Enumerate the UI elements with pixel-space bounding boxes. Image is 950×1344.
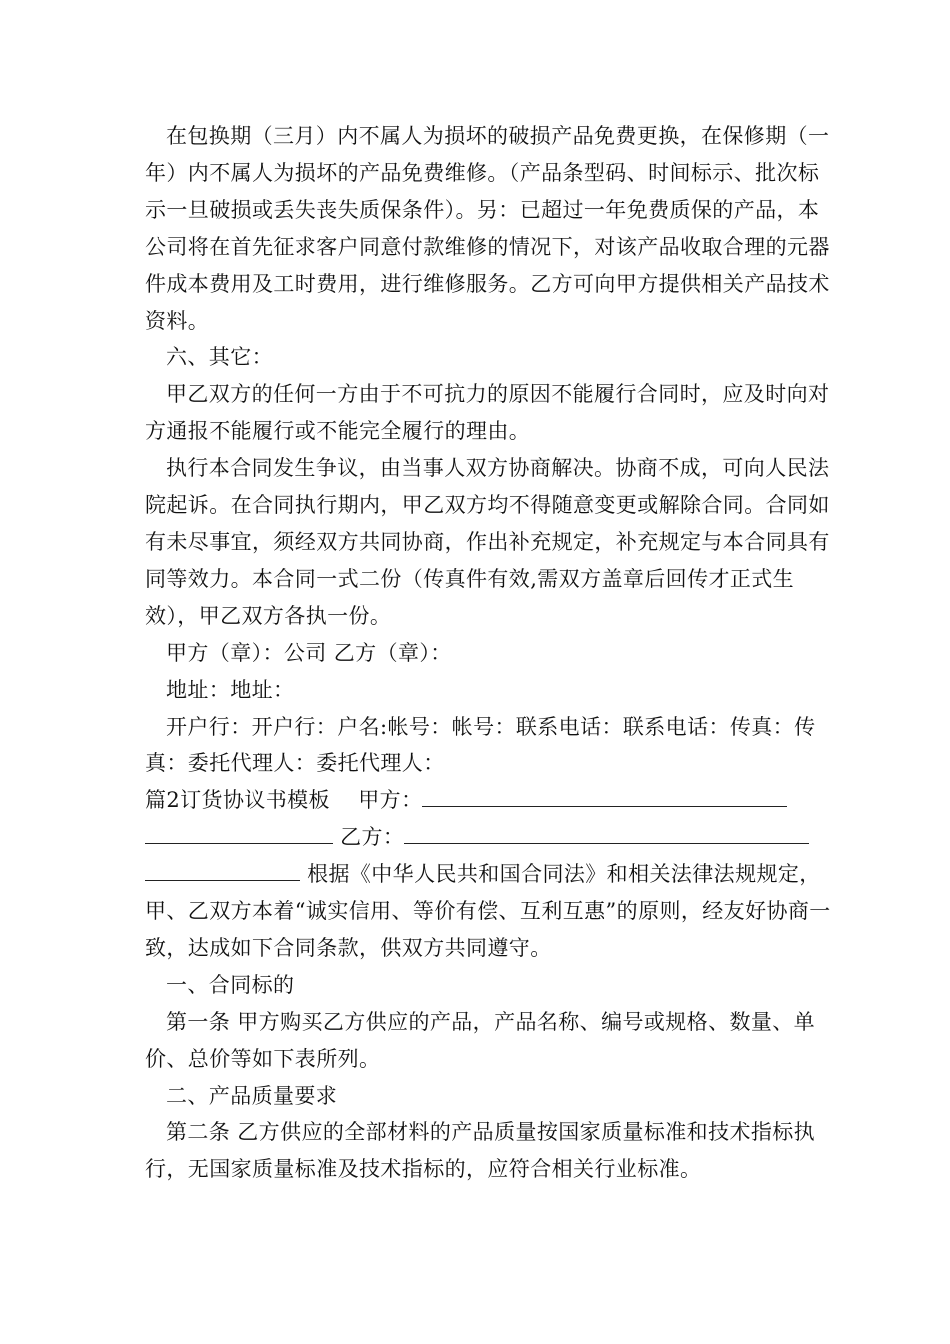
party-a-blank-continued (145, 821, 333, 844)
dispute-paragraph: 执行本合同发生争议，由当事人双方协商解决。协商不成，可向人民法院起诉。在合同执行期内，甲乙双方均不得随意变更或解除合同。合同如有未尽事宜，须经双方共同协商，作出补充规定，补充规定与本合同具有同等效力。本合同一式二份（传真件有效,需双方盖章后回传才正式生效），甲乙双方各执一份。 (145, 456, 830, 628)
section-heading-quality: 二、产品质量要求 (166, 1083, 338, 1108)
template-header-block (145, 782, 835, 967)
contract-intro: 根据《中华人民共和国合同法》和相关法律法规规定，甲、乙双方本着“诚实信用、等价有偿、互利互惠”的原则，经友好协商一致，达成如下合同条款，供双方共同遵守。 (145, 862, 831, 960)
section-heading-subject: 一、合同标的 (166, 972, 295, 997)
article-one: 第一条 甲方购买乙方供应的产品，产品名称、编号或规格、数量、单价、总价等如下表所列。 (145, 1009, 816, 1071)
warranty-paragraph: 在包换期（三月）内不属人为损坏的破损产品免费更换，在保修期（一年）内不属人为损坏的产品免费维修。（产品条型码、时间标示、批次标示一旦破损或丢失丧失质保条件）。另：已超过一年免费质保的产品，本公司将在首先征求客户同意付款维修的情况下，对该产品收取合理的元器件成本费用及工时费用，进行维修服务。乙方可向甲方提供相关产品技术资料。 (145, 124, 830, 333)
party-b-blank (404, 821, 809, 844)
party-b-label: 乙方： (340, 825, 405, 850)
bank-info-line: 开户行：开户行：户名:帐号：帐号：联系电话：联系电话：传真：传真：委托代理人：委托代理人： (145, 714, 816, 776)
force-majeure-paragraph: 甲乙双方的任何一方由于不可抗力的原因不能履行合同时，应及时向对方通报不能履行或不能完全履行的理由。 (145, 382, 830, 444)
party-a-blank (422, 784, 787, 807)
address-line: 地址：地址： (166, 677, 295, 702)
template-title: 篇2订货协议书模板 (145, 788, 330, 813)
document-body (145, 118, 835, 1188)
article-two: 第二条 乙方供应的全部材料的产品质量按国家质量标准和技术指标执行，无国家质量标准及技术指标的，应符合相关行业标准。 (145, 1120, 816, 1182)
party-b-blank-continued (145, 858, 300, 881)
section-heading-other: 六、其它： (166, 345, 273, 370)
party-a-label: 甲方： (358, 788, 423, 813)
signature-line: 甲方（章）：公司 乙方（章）： (166, 640, 452, 665)
